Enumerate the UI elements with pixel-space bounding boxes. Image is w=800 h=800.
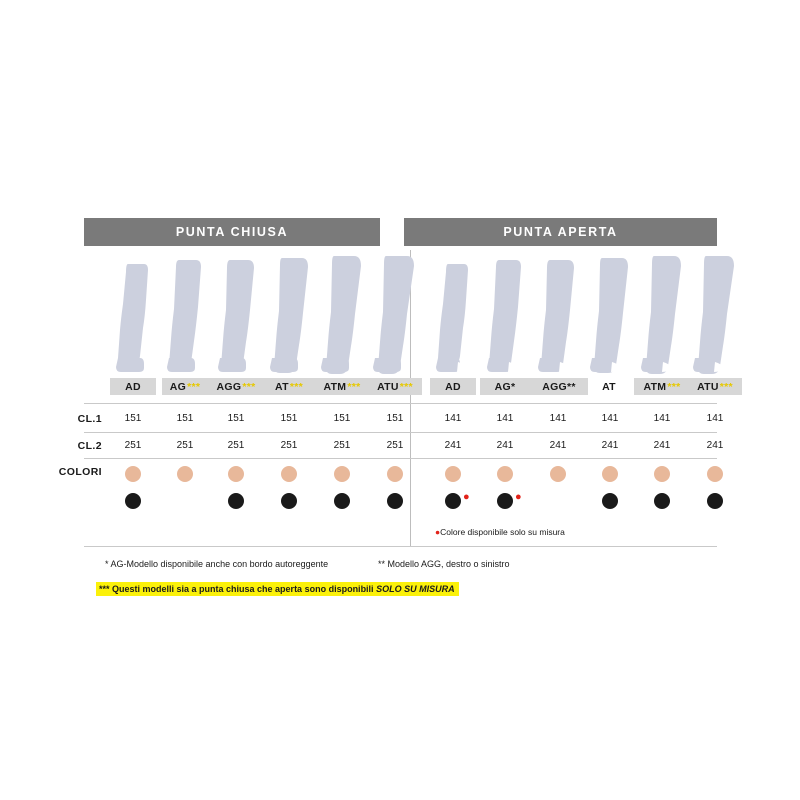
color-dot-black-right-0-marker: ● [463,491,470,503]
color-dot-beige-left-0 [125,466,141,482]
model-chip-right-2 [530,378,588,395]
footnote-three-prefix: *** Questi modelli sia a punta chiusa che aperta sono disponibili [99,584,377,594]
model-chip-right-4 [634,378,690,395]
section-header-punta-aperta [404,218,717,246]
model-chip-left-1 [162,378,208,395]
model-chip-right-1 [480,378,530,395]
color-dot-black-right-1 [497,493,513,509]
cell-cl2-left-1: 251 [176,440,194,451]
row-divider-mid [84,432,717,433]
cell-cl1-right-5: 141 [706,413,724,424]
cell-cl2-right-0: 241 [444,440,462,451]
color-dot-black-right-4 [654,493,670,509]
cell-cl2-right-3: 241 [601,440,619,451]
color-dot-black-left-3 [281,493,297,509]
model-chip-right-0 [430,378,476,395]
model-mark: *** [289,380,303,393]
model-label: ATU [377,380,399,393]
color-dot-beige-right-5 [707,466,723,482]
leg-illustration-ad-open [428,262,480,377]
cell-cl2-left-4: 251 [333,440,351,451]
row-label-colori: COLORI [58,466,102,478]
cell-cl1-left-1: 151 [176,413,194,424]
model-chip-left-2 [208,378,264,395]
model-chip-left-0 [110,378,156,395]
color-dot-beige-left-3 [281,466,297,482]
footnote-red-marker: ● [435,527,441,537]
footnote-two: ** Modello AGG, destro o sinistro [378,559,510,569]
color-dot-beige-right-2 [550,466,566,482]
cell-cl2-left-0: 251 [124,440,142,451]
leg-illustration-ag-open [480,258,532,373]
leg-illustration-agg-open [532,258,584,373]
color-dot-beige-right-0 [445,466,461,482]
cell-cl2-right-1: 241 [496,440,514,451]
color-dot-beige-left-1 [177,466,193,482]
leg-illustration-atm-closed [316,254,368,369]
color-dot-black-left-0 [125,493,141,509]
row-label-cl1: CL.1 [77,413,102,425]
model-chip-right-5 [688,378,742,395]
cell-cl1-left-2: 151 [227,413,245,424]
model-label: AGG** [542,380,576,393]
cell-cl1-right-2: 141 [549,413,567,424]
cell-cl2-left-5: 251 [386,440,404,451]
model-mark: *** [399,380,413,393]
cell-cl1-right-4: 141 [653,413,671,424]
color-dot-beige-left-5 [387,466,403,482]
model-mark: *** [719,380,733,393]
footnote-one: * AG-Modello disponibile anche con bordo autoreggente [105,559,329,569]
model-label: AT [602,380,616,393]
cell-cl1-left-5: 151 [386,413,404,424]
model-chip-left-4 [314,378,370,395]
model-label: AD [125,380,141,393]
section-header-punta-chiusa [84,218,380,246]
color-dot-black-right-5 [707,493,723,509]
model-chip-left-3 [264,378,314,395]
cell-cl1-left-4: 151 [333,413,351,424]
cell-cl2-right-5: 241 [706,440,724,451]
model-mark: *** [347,380,361,393]
model-mark: *** [667,380,681,393]
cell-cl1-right-1: 141 [496,413,514,424]
model-label: AG* [494,380,516,393]
footnote-three [96,582,459,596]
color-dot-beige-right-4 [654,466,670,482]
footer-divider [84,546,717,547]
color-dot-black-left-4 [334,493,350,509]
model-label: ATU [697,380,719,393]
leg-illustration-atu-closed [368,254,420,369]
footnote-red-text: Colore disponibile solo su misura [440,527,565,537]
row-divider-top [84,403,717,404]
leg-illustration-atu-open [688,254,740,369]
section-title-right: PUNTA APERTA [503,225,618,239]
model-label: AG [169,380,187,393]
cell-cl1-left-3: 151 [280,413,298,424]
row-label-cl2: CL.2 [77,440,102,452]
leg-illustration-at-closed [264,256,316,371]
cell-cl1-left-0: 151 [124,413,142,424]
model-label: ATM [643,380,667,393]
model-label: AGG [216,380,242,393]
section-title-left: PUNTA CHIUSA [175,225,289,239]
model-chip-left-5 [368,378,422,395]
color-dot-black-right-1-marker: ● [515,491,522,503]
model-chip-right-3 [586,378,632,395]
color-dot-black-left-2 [228,493,244,509]
cell-cl1-right-0: 141 [444,413,462,424]
model-label: AT [275,380,289,393]
leg-illustration-ag-closed [160,258,212,373]
color-dot-beige-left-4 [334,466,350,482]
footnote-red [435,527,565,537]
color-dot-beige-right-1 [497,466,513,482]
leg-illustration-ad-closed [108,262,160,377]
model-mark: *** [187,380,201,393]
cell-cl2-right-2: 241 [549,440,567,451]
model-label: AD [445,380,461,393]
color-dot-black-right-3 [602,493,618,509]
cell-cl2-right-4: 241 [653,440,671,451]
color-dot-beige-right-3 [602,466,618,482]
leg-illustration-atm-open [636,254,688,369]
cell-cl2-left-2: 251 [227,440,245,451]
leg-illustration-at-open [584,256,636,371]
cell-cl2-left-3: 251 [280,440,298,451]
color-dot-beige-left-2 [228,466,244,482]
footnote-three-emphasis: SOLO SU MISURA [376,584,455,594]
row-divider-colors [84,458,717,459]
color-dot-black-right-0 [445,493,461,509]
model-label: ATM [323,380,347,393]
leg-illustration-agg-closed [212,258,264,373]
model-mark: *** [242,380,256,393]
color-dot-black-left-5 [387,493,403,509]
cell-cl1-right-3: 141 [601,413,619,424]
